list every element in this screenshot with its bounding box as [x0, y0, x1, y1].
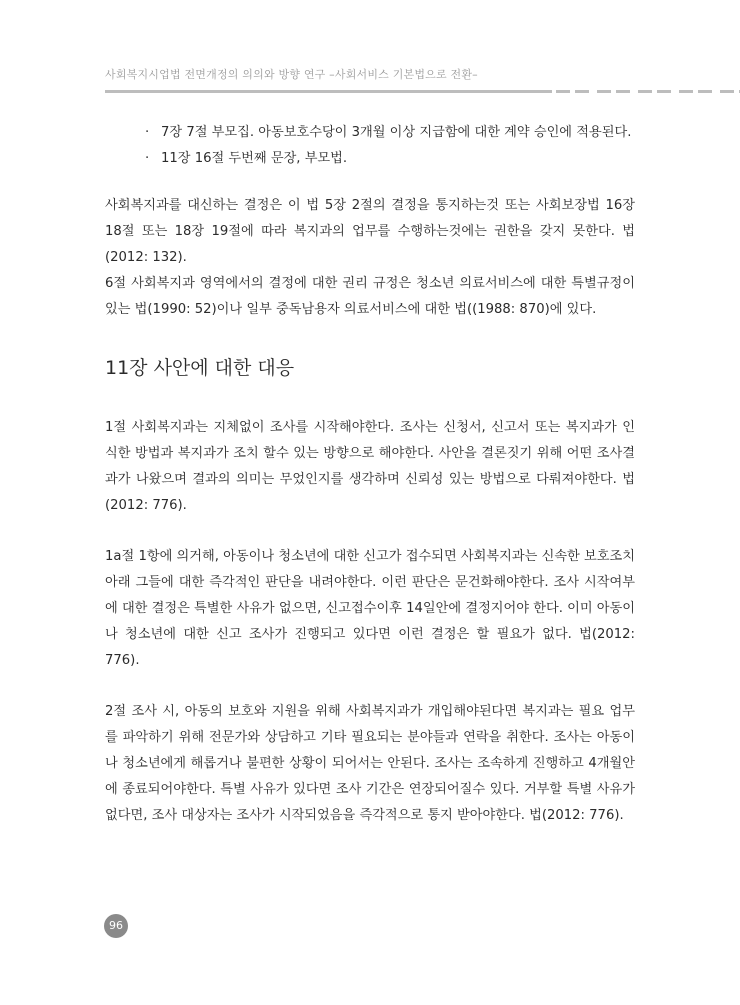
body-paragraph: 2절 조사 시, 아동의 보호와 지원을 위해 사회복지과가 개입해야된다면 복지과는 필요 업무를 파악하기 위해 전문가와 상담하고 기타 필요되는 분야들과 연락을 취한다. 조사는 아동이나 청소년에게 해롭거나 불편한 상황이 되어서는 안된다. 조사는 조속하게 진행하고 4개월안에 종료되어야한다. 특별 사유가 있다면 조사 기간은 연장되어질수 있다. 거부할 특별 사유가 없다면, 조사 대상자는 조사가 시작되었음을 즉각적으로 통지 받아야한다. 법(2012: 776). [105, 704, 635, 823]
bullet-marker: · [145, 151, 150, 166]
running-header-title: 사회복지시업법 전면개정의 의의와 방향 연구 –사회서비스 기본법으로 전환– [105, 68, 478, 81]
body-paragraph: 사회복지과를 대신하는 결정은 이 법 5장 2절의 결정을 통지하는것 또는 사회보장법 16장 18절 또는 18장 19절에 따라 복지과의 업무를 수행하는것에는 권한을 갖지 못한다. 법(2012: 132). [105, 198, 635, 265]
bullet-marker: · [145, 125, 150, 140]
body-paragraph: 1a절 1항에 의거해, 아동이나 청소년에 대한 신고가 접수되면 사회복지과는 신속한 보호조치아래 그들에 대한 즉각적인 판단을 내려야한다. 이런 판단은 문건화해야한다. 조사 시작여부에 대한 결정은 특별한 사유가 없으면, 신고접수이후 14일안에 결정지어야 한다. 이미 아동이나 청소년에 대한 신고 조사가 진행되고 있다면 이런 결정은 할 필요가 없다. 법(2012: 776). [105, 549, 635, 668]
section-heading: 11장 사안에 대한 대응 [105, 357, 295, 379]
header-rule-solid [105, 90, 552, 93]
page-body [105, 120, 635, 829]
bullet-item [145, 120, 635, 146]
body-paragraph: 1절 사회복지과는 지체없이 조사를 시작해야한다. 조사는 신청서, 신고서 또는 복지과가 인식한 방법과 복지과가 조치 할수 있는 방향으로 해야한다. 사안을 결론짓기 위해 어떤 조사결과가 나왔으며 결과의 의미는 무었인지를 생각하며 신뢰성 있는 방법으로 다뤄져야한다. 법(2012: 776). [105, 420, 635, 513]
bullet-text: 11장 16절 두번째 문장, 부모법. [161, 151, 348, 166]
page-number-badge: 96 [104, 914, 128, 938]
bullet-item [145, 146, 635, 172]
header-rule [105, 88, 740, 94]
header-rule-dashed [556, 90, 740, 93]
bullet-text: 7장 7절 부모집. 아동보호수당이 3개월 이상 지급함에 대한 계약 승인에 적용된다. [161, 125, 632, 140]
body-paragraph: 6절 사회복지과 영역에서의 결정에 대한 권리 규정은 청소년 의료서비스에 대한 특별규정이 있는 법(1990: 52)이나 일부 중독남용자 의료서비스에 대한 법((1988: 870)에 있다. [105, 276, 635, 317]
bullet-list [145, 120, 635, 172]
